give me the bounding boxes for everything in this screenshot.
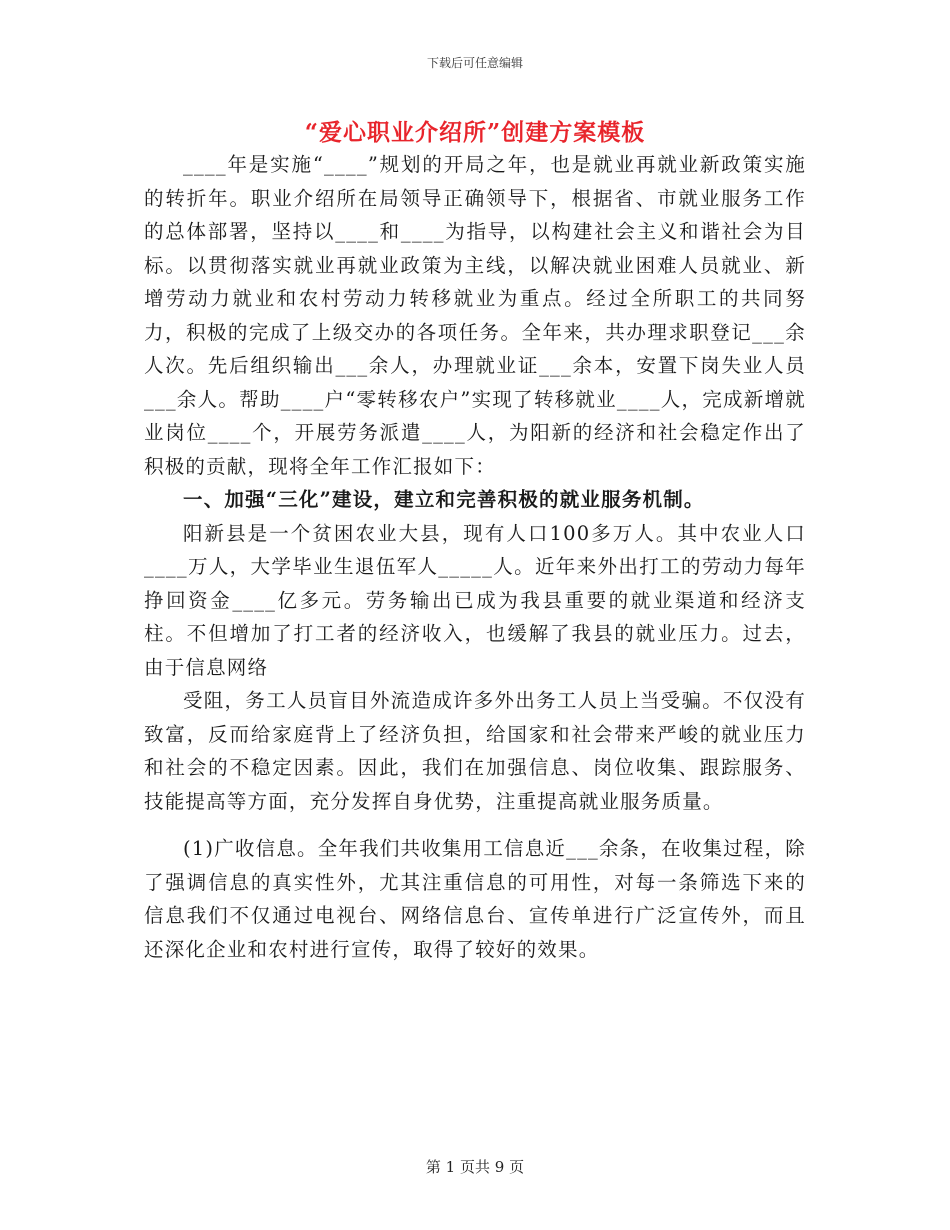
section-heading: 一、加强“三化”建设，建立和完善积极的就业服务机制。 [183, 488, 705, 511]
body-paragraph: 受阻，务工人员盲目外流造成许多外出务工人员上当受骗。不仅没有致富，反而给家庭背上了经济负担，给国家和社会带来严峻的就业压力和社会的不稳定因素。因此，我们在加强信息、岗位收集、跟踪服务、技能提高等方面，充分发挥自身优势，注重提高就业服务质量。 [144, 689, 806, 813]
page-footer: 第 1 页共 9 页 [425, 1158, 525, 1176]
document-title: “爱心职业介绍所”创建方案模板 [304, 119, 646, 146]
body-paragraph: 阳新县是一个贫困农业大县，现有人口100多万人。其中农业人口____万人，大学毕业生退伍军人_____人。近年来外出打工的劳动力每年挣回资金____亿多元。劳务输出已成为我县重要的就业渠道和经济支柱。不但增加了打工者的经济收入，也缓解了我县的就业压力。过去，由于信息网络 [144, 521, 806, 679]
intro-paragraph: ____年是实施“____”规划的开局之年，也是就业再就业新政策实施的转折年。职业介绍所在局领导正确领导下，根据省、市就业服务工作的总体部署，坚持以____和____为指导，以构建社会主义和谐社会为目标。以贯彻落实就业再就业政策为主线，以解决就业困难人员就业、新增劳动力就业和农村劳动力转移就业为重点。经过全所职工的共同努力，积极的完成了上级交办的各项任务。全年来，共办理求职登记___余人次。先后组织输出___余人，办理就业证___余本，安置下岗失业人员___余人。帮助____户“零转移农户”实现了转移就业____人，完成新增就业岗位____个，开展劳务派遣____人，为阳新的经济和社会稳定作出了积极的贡献，现将全年工作汇报如下： [144, 153, 806, 478]
header-note: 下载后可任意编辑 [426, 56, 523, 70]
document-body [144, 148, 806, 966]
body-paragraph: (1)广收信息。全年我们共收集用工信息近___余条，在收集过程，除了强调信息的真实性外，尤其注重信息的可用性，对每一条筛选下来的信息我们不仅通过电视台、网络信息台、宣传单进行广泛宣传外，而且还深化企业和农村进行宣传，取得了较好的效果。 [144, 837, 806, 961]
